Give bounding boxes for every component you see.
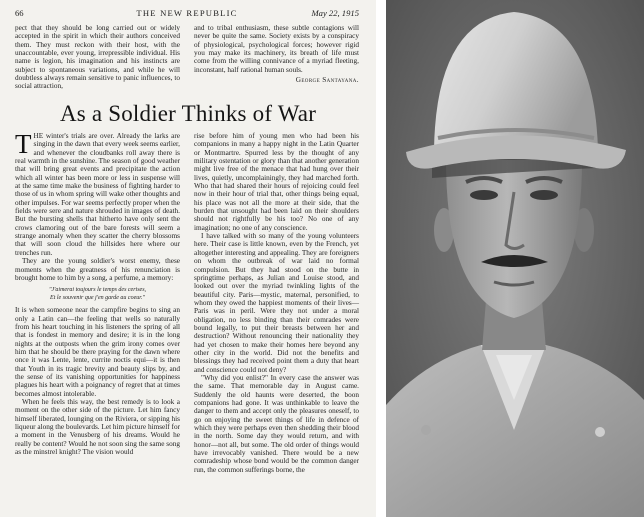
article-paragraph: It is when someone near the campfire begins to sing an only a Latin can—the feeling that wells so naturally from his heart touching in his listeners the spring of all that is fondest in memory and desire; it is in the long nights at the outposts when the grim irony comes over him that he should be there praying for the dawn where once it was Lente, lente, currite noctis equi—it is then that Youth in its tragic brevity and beauty slips by, and the sense of its vanishing opportunities for happiness plagues his heart with a poignancy of regret that at times becomes almost intolerable. <box>15 306 180 398</box>
prev-article-col-1 <box>15 24 180 91</box>
prev-article-col-2 <box>194 24 359 84</box>
portrait-illustration <box>386 0 644 517</box>
article-col-1 <box>15 129 180 457</box>
poem-quote <box>15 286 180 302</box>
issue-date: May 22, 1915 <box>311 8 359 18</box>
article-paragraph: rise before him of young men who had been his companions in many a happy night in the Latin Quarter or Montmartre. Spurred less by the thought of any military ostentation or glory than that another generation might live free of the menace that had hung over their lives, quietly, uncomplainingly, they had marched forth. Who that had shared their hours of rejoicing could feel now in their hour of trial that, other things being equal, his place was not all the more at their side, that the burden that unsought had been laid on their shoulders should not rightfully be his too? No one of any imagination; no one of any conscience. <box>194 132 359 232</box>
drop-cap: T <box>15 129 32 159</box>
article-paragraph: They are the young soldier's worst enemy, these moments when the greatness of his renunciation is brought home to him by a song, a perfume, a memory: <box>15 257 180 282</box>
right-eye <box>530 190 558 200</box>
article-paragraph: "Why did you enlist?" In every case the answer was the same. That memorable day in August came. Suddenly the old haunts were deserted, the boon companions had gone. It was unthinkable to leave the danger to them and accept only the pleasures oneself, to go on enjoying the sweet things of life in defence of which they were perhaps even then shedding their blood in the north. Some day they would return, and with honor—not all, but some. The old order of things would have irrevocably vanished. There would be a new comradeship whose bond would be the common danger run, the common sufferings borne, the <box>194 373 359 474</box>
left-eye <box>470 190 498 200</box>
prev-article-text: pect that they should be long carried out or widely accepted in the spirit in which their authors conceived them. They must reckon with their host, with the unaccountable, ever young, irrepressible individual. His name is legion, his imagination and his instincts are subject to spontaneous variations, and while he will doubtless always remain sensitive to panic influences, to social attraction, <box>15 24 180 91</box>
soldier-portrait-photo <box>386 0 644 517</box>
author-signature: George Santayana. <box>295 76 359 85</box>
article-paragraph: When he feels this way, the best remedy is to look a moment on the other side of the picture. Let him fancy himself liberated, lounging on the Riviera, or sipping his liqueur along the boulevards. Let him picture himself for a moment in the Venusberg of his dreams. Would he really be content? Would he not soon sing the same song as the minstrel knight? The vision would <box>15 397 180 457</box>
journal-title: THE NEW REPUBLIC <box>136 8 238 18</box>
article-paragraph: I have talked with so many of the young volunteers here. Their case is little known, even by the French, yet altogether interesting and appealing. They are foreigners on whom the outbreak of war laid no formal compulsion. But they had stood on the butte in springtime perhaps, as Julian and Louise stood, and looked out over the myriad twinkling lights of the beautiful city. Paris—mystic, maternal, personified, to whom they owed the happiest moments of their lives—Paris was in peril. Were they not under a moral obligation, no less binding than their comrades were bound legally, to put their breasts between her and destruction? Without renouncing their nationality they had yet chosen to make their homes here beyond any other city in the world. Did not the benefits and blessings they had received point them a duty that heart and conscience could not deny? <box>194 232 359 374</box>
page-number: 66 <box>15 8 24 18</box>
coat-button <box>421 425 431 435</box>
article-col-2 <box>194 132 359 474</box>
quote-line: "J'aimerai toujours le temps des cerises, <box>48 287 147 294</box>
running-head <box>15 8 359 22</box>
prev-article-text: and to tribal enthusiasm, these subtle contagions will never be quite the same. Society exists by a conspiracy of physiological, psychological forces; however rigid you may make its machinery, its breath of life must come from the willing connivance of a myriad fleeting, inconstant, half rational human souls. <box>194 24 359 74</box>
coat-button <box>595 427 605 437</box>
article-paragraph: THE winter's trials are over. Already the larks are singing in the dawn that every week seems earlier, and whenever the cloudbanks roll away there is real warmth in the sunshine. The season of good weather that will bring great events and precipitate the action which all winter has been more or less in suspense will at the same time make the business of fighting harder to those of us in whom spring will wake other thoughts and other impulses. For war seems perfectly proper when the fields were sere and nature shrouded in images of death. But the bursting shells that hitherto have only sent the crows clamoring out of the bare forests will seem a strange anomaly when they scatter the cherry blossoms that will soon cloud the hillsides here where our trenches run. <box>15 129 180 257</box>
article-title: As a Soldier Thinks of War <box>59 101 317 126</box>
quote-line: Et le souvenir que j'en garde au coeur." <box>50 295 145 302</box>
